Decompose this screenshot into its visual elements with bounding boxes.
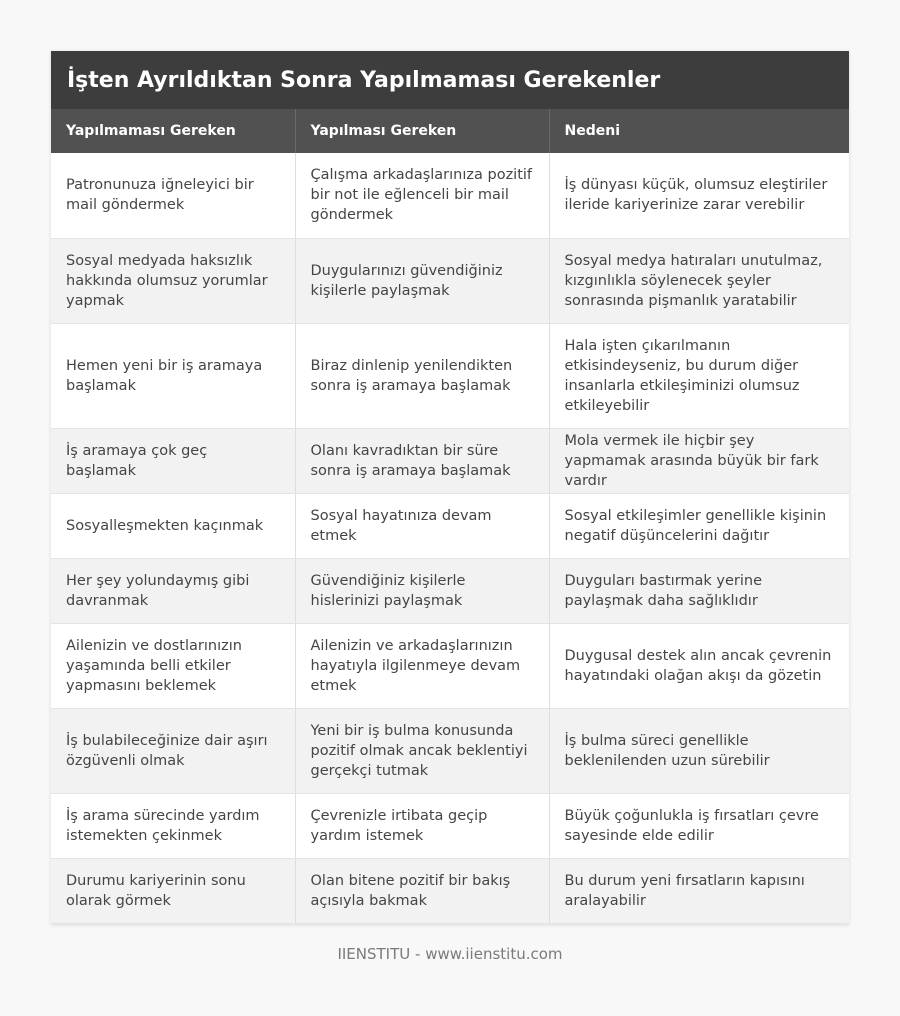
- cell-do: Duygularınızı güvendiğiniz kişilerle paylaşmak: [295, 238, 549, 323]
- cell-reason: Sosyal medya hatıraları unutulmaz, kızgınlıkla söylenecek şeyler sonrasında pişmanlık yaratabilir: [549, 238, 849, 323]
- footer-credit: IIENSTITU - www.iienstitu.com: [337, 945, 563, 963]
- cell-reason: Duyguları bastırmak yerine paylaşmak daha sağlıklıdır: [549, 558, 849, 623]
- page-title: İşten Ayrıldıktan Sonra Yapılmaması Gerekenler: [51, 51, 849, 109]
- cell-do: Sosyal hayatınıza devam etmek: [295, 493, 549, 558]
- cell-do: Çalışma arkadaşlarınıza pozitif bir not ile eğlenceli bir mail göndermek: [295, 153, 549, 238]
- cell-reason: Hala işten çıkarılmanın etkisindeyseniz, bu durum diğer insanlarla etkileşiminizi olumsuz etkileyebilir: [549, 323, 849, 428]
- cell-dont: Her şey yolundaymış gibi davranmak: [51, 558, 295, 623]
- table-card: [51, 51, 849, 924]
- cell-dont: Ailenizin ve dostlarınızın yaşamında belli etkiler yapmasını beklemek: [51, 623, 295, 708]
- table-row: [51, 428, 849, 493]
- cell-dont: İş aramaya çok geç başlamak: [51, 428, 295, 493]
- cell-dont: Patronunuza iğneleyici bir mail göndermek: [51, 153, 295, 238]
- cell-do: Güvendiğiniz kişilerle hislerinizi paylaşmak: [295, 558, 549, 623]
- table-row: [51, 708, 849, 793]
- table-row: [51, 623, 849, 708]
- cell-reason: İş bulma süreci genellikle beklenilenden uzun sürebilir: [549, 708, 849, 793]
- column-header-dont: Yapılmaması Gereken: [51, 109, 295, 153]
- table-row: [51, 793, 849, 858]
- cell-dont: İş arama sürecinde yardım istemekten çekinmek: [51, 793, 295, 858]
- column-header-reason: Nedeni: [549, 109, 849, 153]
- cell-do: Çevrenizle irtibata geçip yardım istemek: [295, 793, 549, 858]
- cell-do: Ailenizin ve arkadaşlarınızın hayatıyla ilgilenmeye devam etmek: [295, 623, 549, 708]
- table-row: [51, 493, 849, 558]
- cell-reason: İş dünyası küçük, olumsuz eleştiriler ileride kariyerinize zarar verebilir: [549, 153, 849, 238]
- table-row: [51, 153, 849, 238]
- header-row: [51, 109, 849, 153]
- table-row: [51, 558, 849, 623]
- cell-dont: Durumu kariyerinin sonu olarak görmek: [51, 858, 295, 923]
- cell-dont: Sosyal medyada haksızlık hakkında olumsuz yorumlar yapmak: [51, 238, 295, 323]
- cell-dont: Hemen yeni bir iş aramaya başlamak: [51, 323, 295, 428]
- data-table: [51, 109, 849, 924]
- table-row: [51, 323, 849, 428]
- column-header-do: Yapılması Gereken: [295, 109, 549, 153]
- cell-do: Biraz dinlenip yenilendikten sonra iş aramaya başlamak: [295, 323, 549, 428]
- cell-dont: Sosyalleşmekten kaçınmak: [51, 493, 295, 558]
- table-row: [51, 238, 849, 323]
- cell-reason: Büyük çoğunlukla iş fırsatları çevre sayesinde elde edilir: [549, 793, 849, 858]
- cell-reason: Duygusal destek alın ancak çevrenin hayatındaki olağan akışı da gözetin: [549, 623, 849, 708]
- cell-reason: Bu durum yeni fırsatların kapısını aralayabilir: [549, 858, 849, 923]
- cell-do: Olan bitene pozitif bir bakış açısıyla bakmak: [295, 858, 549, 923]
- table-row: [51, 858, 849, 923]
- cell-reason: Sosyal etkileşimler genellikle kişinin negatif düşüncelerini dağıtır: [549, 493, 849, 558]
- cell-dont: İş bulabileceğinize dair aşırı özgüvenli olmak: [51, 708, 295, 793]
- cell-do: Yeni bir iş bulma konusunda pozitif olmak ancak beklentiyi gerçekçi tutmak: [295, 708, 549, 793]
- cell-do: Olanı kavradıktan bir süre sonra iş aramaya başlamak: [295, 428, 549, 493]
- cell-reason: Mola vermek ile hiçbir şey yapmamak arasında büyük bir fark vardır: [549, 428, 849, 493]
